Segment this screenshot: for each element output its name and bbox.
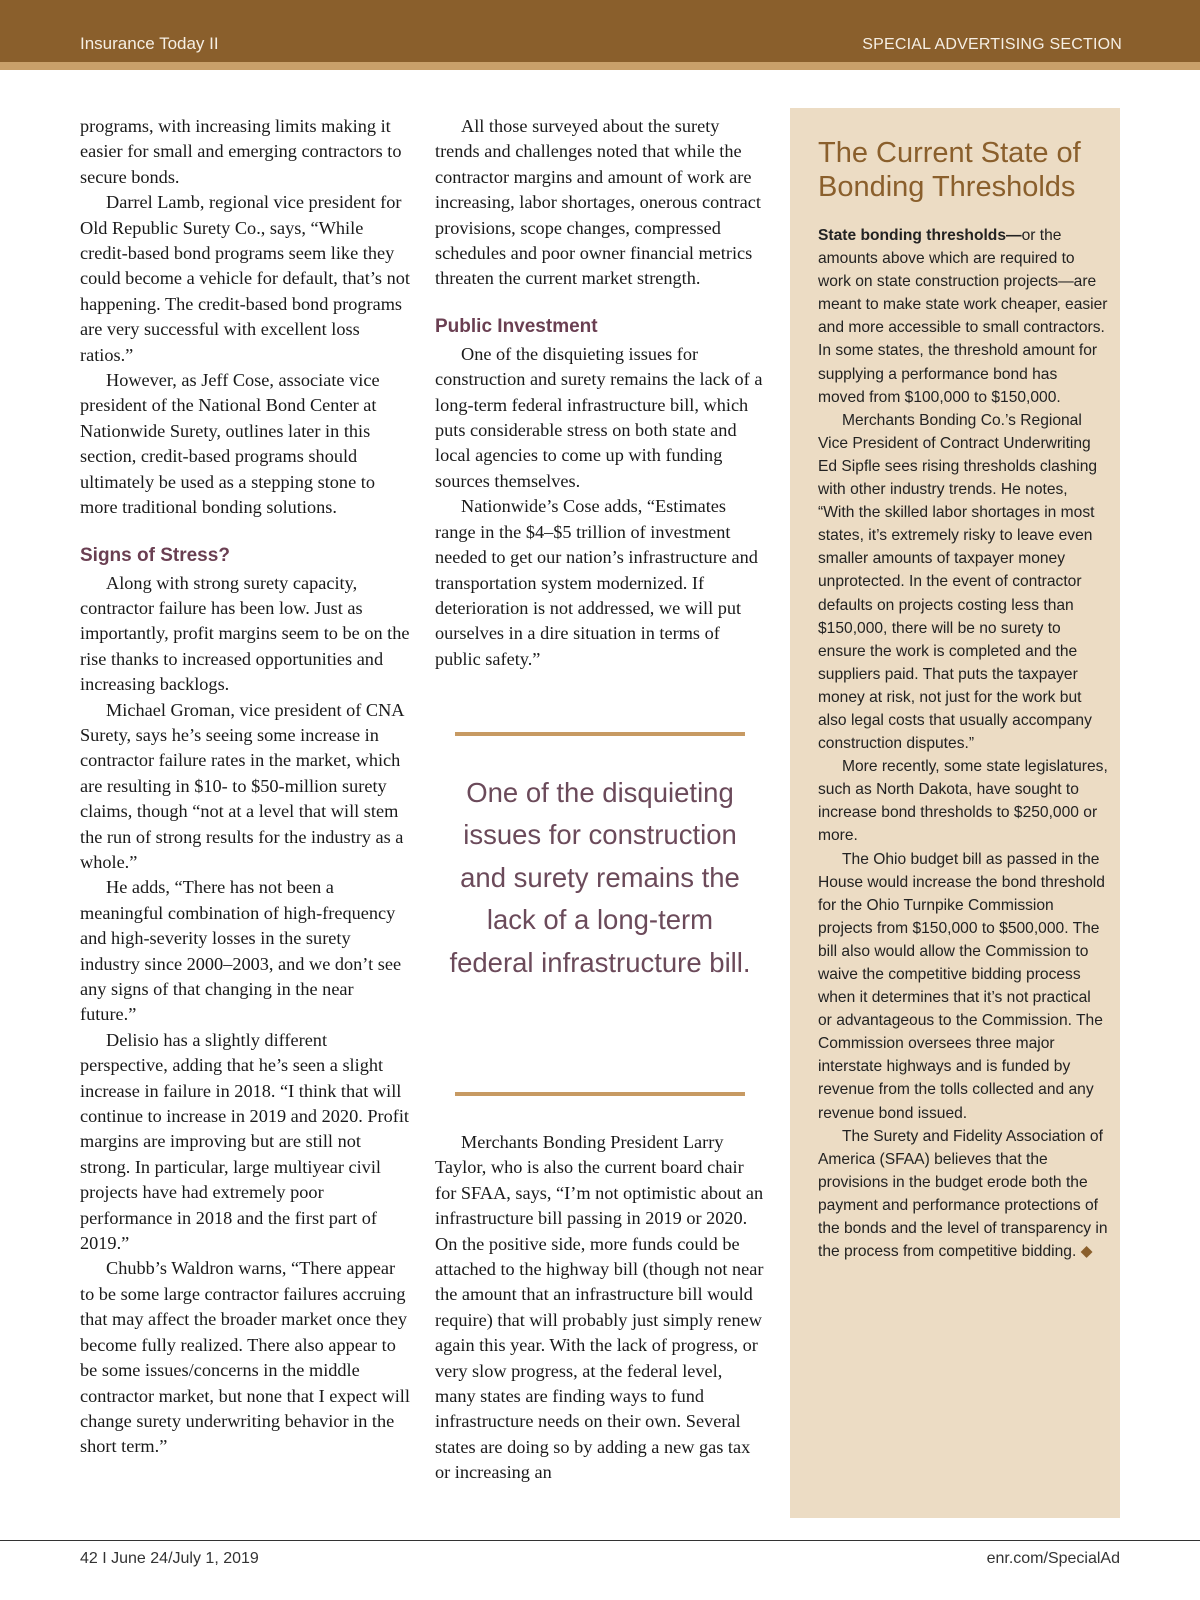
footer-divider	[0, 1540, 1200, 1541]
section-heading-signs-of-stress: Signs of Stress?	[80, 544, 230, 566]
paragraph: Along with strong surety capacity, contractor failure has been low. Just as importantly, profit margins seem to be on the rise thanks to increased opportunities and increasing backlogs.	[80, 572, 410, 695]
paragraph: Merchants Bonding President Larry Taylor, who is also the current board chair for SFAA, says, “I’m not optimistic about an infrastructure bill passing in 2019 or 2020. On the positive side, more funds could be attached to the highway bill (though not near the amount that an infrastructure bill would require) that will probably just simply renew again this year. With the lack of progress, or very slow progress, at the federal level, many states are finding ways to fund infrastructure needs on their own. Several states are doing so by adding a new gas tax or increasing an	[435, 1132, 764, 1483]
sidebar-box	[790, 108, 1120, 1518]
paragraph: Nationwide’s Cose adds, “Estimates range in the $4–$5 trillion of investment needed to get our nation’s infrastructure and transportation system modernized. If deterioration is not addressed, we will put ourselves in a dire situation in terms of public safety.”	[435, 496, 758, 669]
pull-quote-text: One of the disquieting issues for construction and surety remains the lack of a long-term federal infrastructure bill.	[449, 777, 751, 978]
article-column-2-continued	[435, 1130, 767, 1486]
paragraph: However, as Jeff Cose, associate vice president of the National Bond Center at Nationwide Surety, outlines later in this section, credit-based programs should ultimately be used as a stepping stone to more traditional bonding solutions.	[80, 370, 380, 518]
section-heading-public-investment: Public Investment	[435, 315, 598, 337]
paragraph: Chubb’s Waldron warns, “There appear to be some large contractor failures accruing that may affect the broader market once they become fully realized. There also appear to be some issues/concerns in the middle contractor market, but none that I expect will change surety underwriting behavior in the short term.”	[80, 1258, 410, 1457]
paragraph: Delisio has a slightly different perspective, adding that he’s seen a slight increase in failure in 2018. “I think that will continue to increase in 2019 and 2020. Profit margins are improving but are still not strong. In particular, large multiyear civil projects have had extremely poor performance in 2018 and the first part of 2019.”	[80, 1029, 409, 1254]
sidebar-paragraph: The Surety and Fidelity Association of America (SFAA) believes that the provisions in the budget erode both the payment and performance protections of the bonds and the level of transparency in the process from competitive bidding.	[818, 1127, 1108, 1261]
pull-quote	[449, 732, 751, 1096]
sidebar-paragraph: Merchants Bonding Co.’s Regional Vice President of Contract Underwriting Ed Sipfle sees rising thresholds clashing with other industry trends. He notes, “With the skilled labor shortages in most states, it’s extremely risky to leave even smaller amounts of taxpayer money unprotected. In the event of contractor defaults on projects costing less than $150,000, there will be no surety to ensure the work is completed and the suppliers paid. That puts the taxpayer money at risk, not just for the work but also legal costs that usually accompany construction disputes.”	[818, 411, 1098, 753]
paragraph: Darrel Lamb, regional vice president for Old Republic Surety Co., says, “While credit-based bond programs seem like they could become a vehicle for default, that’s not happening. The credit-based bond programs are very successful with excellent loss ratios.”	[80, 192, 410, 365]
header-bar	[0, 0, 1200, 70]
paragraph: programs, with increasing limits making it easier for small and emerging contractors to secure bonds.	[80, 116, 402, 187]
article-column-1	[80, 114, 410, 1460]
sidebar-paragraph: The Ohio budget bill as passed in the House would increase the bond threshold for the Ohio Turnpike Commission projects from $150,000 to $500,000. The bill also would allow the Commission to waive the competitive bidding process when it determines that it’s not practical or advantageous to the Commission. The Commission oversees three major interstate highways and is funded by revenue from the tolls collected and any revenue bond issued.	[818, 850, 1105, 1122]
article-column-2	[435, 114, 767, 672]
paragraph: One of the disquieting issues for construction and surety remains the lack of a long-term federal infrastructure bill, which puts considerable stress on both state and local agencies to come up with funding sources themselves.	[435, 343, 763, 491]
sidebar-body	[818, 224, 1108, 1263]
sidebar-title: The Current State of Bonding Thresholds	[818, 137, 1081, 203]
paragraph: Michael Groman, vice president of CNA Surety, says he’s seeing some increase in contractor failure rates in the market, which are resulting in $10- to $50-million surety claims, though “not at a level that will stem the run of strong results for the industry as a whole.”	[80, 699, 404, 872]
page-info: 42 I June 24/July 1, 2019	[80, 1550, 259, 1567]
sidebar-lead: State bonding thresholds—	[818, 227, 1022, 244]
section-label: SPECIAL ADVERTISING SECTION	[862, 36, 1122, 53]
sidebar-paragraph: or the amounts above which are required to work on state construction projects—are meant to make state work cheaper, easier and more accessible to small contractors. In some states, the threshold amount for supplying a performance bond has moved from $100,000 to $150,000.	[818, 227, 1108, 406]
footer-url[interactable]: enr.com/SpecialAd	[986, 1550, 1120, 1567]
sidebar-paragraph: More recently, some state legislatures, such as North Dakota, have sought to increase bond thresholds to $250,000 or more.	[818, 758, 1108, 845]
end-mark-icon: ◆	[1080, 1243, 1093, 1261]
paragraph: All those surveyed about the surety trends and challenges noted that while the contractor margins and amount of work are increasing, labor shortages, onerous contract provisions, scope changes, compressed schedules and poor owner financial metrics threaten the current market strength.	[435, 116, 761, 289]
paragraph: He adds, “There has not been a meaningful combination of high-frequency and high-severity losses in the surety industry since 2000–2003, and we don’t see any signs of that changing in the near future.”	[80, 877, 402, 1025]
publication-name: Insurance Today II	[80, 34, 219, 53]
